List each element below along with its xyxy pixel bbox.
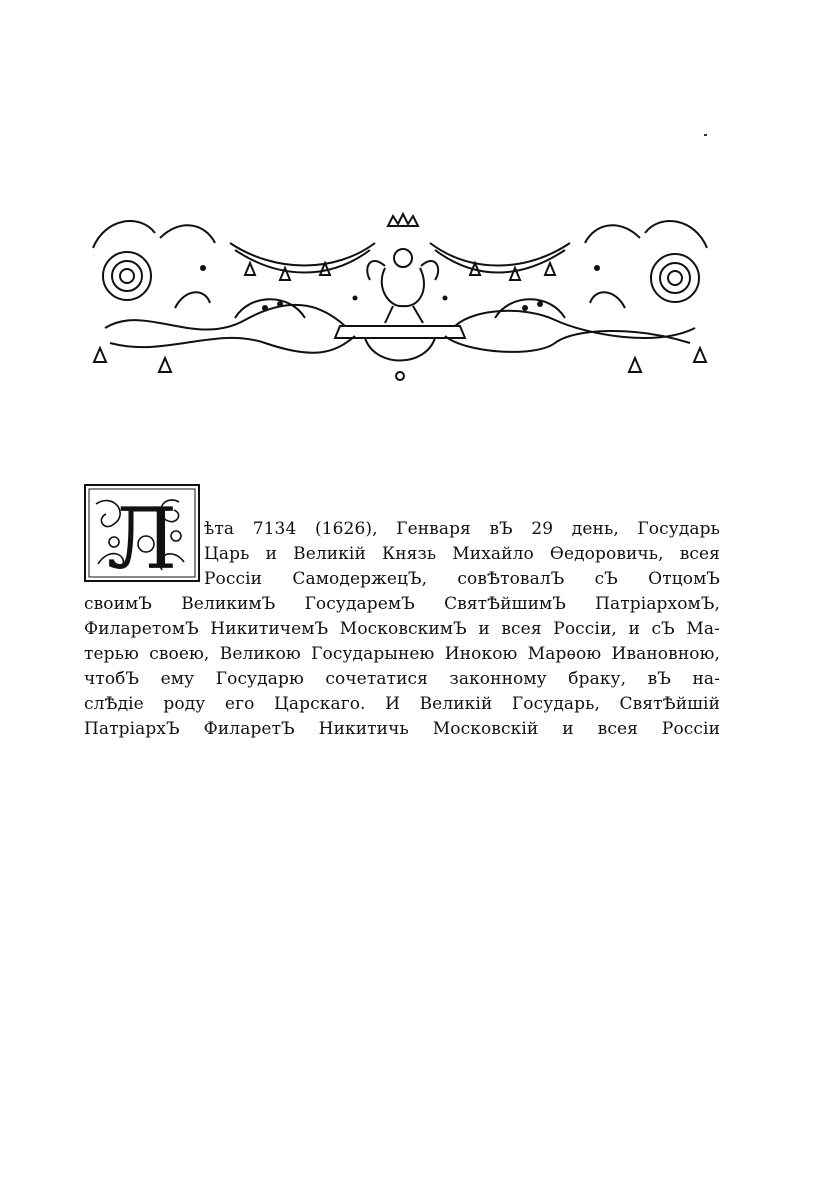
initial-letter: Л: [106, 490, 178, 582]
text-line: чтобЪ ему Государю сочетатися законному браку, вЪ на-: [84, 669, 720, 689]
text-line: своимЪ ВеликимЪ ГосударемЪ СвятѢйшимЪ ПатріархомЪ,: [84, 594, 720, 614]
text-line: Царь и Великій Князь Михайло Ѳедоровичь, всея: [204, 544, 720, 564]
text-line: ѣта 7134 (1626), Генваря вЪ 29 день, Государь: [204, 519, 720, 539]
text-line: ФиларетомЪ НикитичемЪ МосковскимЪ и всея Россіи, и сЪ Ма-: [84, 619, 720, 639]
text-line: слѢдіе роду его Царскаго. И Великій Государь, СвятѢйшій: [84, 694, 720, 714]
text-line: ПатріархЪ ФиларетЪ Никитичь Московскій и всея Россіи: [84, 719, 720, 739]
text-line: Россіи СамодержецЪ, совѢтовалЪ сЪ ОтцомЪ: [204, 569, 720, 589]
ink-speck: [704, 134, 707, 136]
decorative-initial: [84, 484, 200, 582]
text-line: терью своею, Великою Государынею Инокою Марѳою Ивановною,: [84, 644, 720, 664]
floral-headpiece-ornament: [85, 208, 715, 388]
